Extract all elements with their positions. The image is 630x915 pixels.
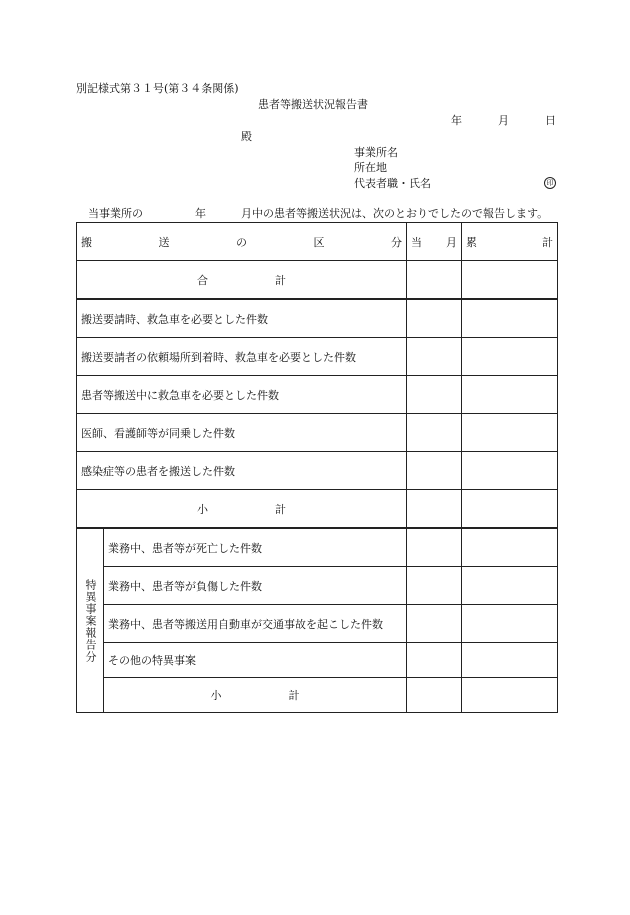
special-subtotal-cumulative-cell[interactable] — [462, 678, 558, 713]
date-year: 年 — [451, 114, 462, 127]
form-number: 別記様式第３１号(第３４条関係) — [76, 82, 239, 95]
special-cumulative-cell[interactable] — [462, 528, 558, 567]
intro-part3: 月中の患者等搬送状況は、次のとおりでしたので報告します。 — [241, 207, 549, 220]
row-label: 搬送要請時、救急車を必要とした件数 — [77, 299, 407, 338]
subtotal-row — [77, 490, 558, 529]
cumulative-cell[interactable] — [462, 299, 558, 338]
special-cumulative-cell[interactable] — [462, 605, 558, 643]
report-table — [76, 222, 558, 713]
special-month-cell[interactable] — [407, 643, 462, 678]
total-row — [77, 261, 558, 300]
month-header-char: 当 — [411, 235, 422, 249]
special-section-text: 特異事案報告分 — [84, 578, 97, 663]
row-label: 医師、看護師等が同乗した件数 — [77, 414, 407, 452]
header-row — [77, 223, 558, 261]
special-subtotal-label — [104, 678, 407, 713]
table-row — [77, 452, 558, 490]
table-row — [77, 414, 558, 452]
subtotal-cumulative-cell[interactable] — [462, 490, 558, 529]
category-header-char: 分 — [391, 235, 402, 249]
row-label: 患者等搬送中に救急車を必要とした件数 — [77, 376, 407, 414]
special-subtotal-char: 計 — [288, 689, 300, 702]
month-cell[interactable] — [407, 299, 462, 338]
month-cell[interactable] — [407, 414, 462, 452]
subtotal-label — [77, 490, 407, 529]
special-cumulative-cell[interactable] — [462, 567, 558, 605]
intro-part1: 当事業所の — [88, 207, 143, 220]
cumulative-cell[interactable] — [462, 338, 558, 376]
representative-label: 代表者職・氏名 — [354, 177, 431, 190]
cumulative-header — [462, 223, 558, 261]
month-cell[interactable] — [407, 338, 462, 376]
category-header-char: の — [236, 235, 247, 249]
table-row — [77, 338, 558, 376]
special-row — [77, 643, 558, 678]
special-row-label: 業務中、患者等が負傷した件数 — [104, 567, 407, 605]
table-row — [77, 299, 558, 338]
address-label: 所在地 — [354, 161, 387, 174]
category-header — [77, 223, 407, 261]
special-row — [77, 567, 558, 605]
special-month-cell[interactable] — [407, 567, 462, 605]
cumulative-header-char: 累 — [466, 235, 477, 249]
category-header-char: 送 — [158, 235, 170, 249]
business-name-label: 事業所名 — [354, 146, 398, 159]
row-label: 搬送要請者の依頼場所到着時、救急車を必要とした件数 — [77, 338, 407, 376]
table-row — [77, 376, 558, 414]
special-row-label: 業務中、患者等が死亡した件数 — [104, 528, 407, 567]
subtotal-month-cell[interactable] — [407, 490, 462, 529]
date-month: 月 — [498, 114, 509, 127]
addressee-suffix: 殿 — [241, 130, 252, 143]
cumulative-cell[interactable] — [462, 414, 558, 452]
special-month-cell[interactable] — [407, 605, 462, 643]
total-cumulative-cell[interactable] — [462, 261, 558, 300]
category-header-char: 搬 — [81, 235, 92, 249]
month-cell[interactable] — [407, 376, 462, 414]
month-header — [407, 223, 462, 261]
total-char: 合 — [197, 273, 208, 287]
special-subtotal-row — [77, 678, 558, 713]
special-row — [77, 528, 558, 567]
cumulative-cell[interactable] — [462, 376, 558, 414]
special-row-label: 業務中、患者等搬送用自動車が交通事故を起こした件数 — [104, 605, 407, 643]
special-cumulative-cell[interactable] — [462, 643, 558, 678]
special-section-label — [77, 528, 104, 713]
special-row — [77, 605, 558, 643]
category-header-char: 区 — [313, 235, 325, 249]
special-subtotal-month-cell[interactable] — [407, 678, 462, 713]
month-cell[interactable] — [407, 452, 462, 490]
cumulative-cell[interactable] — [462, 452, 558, 490]
form-title: 患者等搬送状況報告書 — [258, 98, 368, 111]
subtotal-char: 小 — [197, 502, 208, 516]
subtotal-char: 計 — [275, 502, 286, 516]
total-month-cell[interactable] — [407, 261, 462, 300]
date-day: 日 — [545, 114, 556, 127]
total-label — [77, 261, 407, 300]
row-label: 感染症等の患者を搬送した件数 — [77, 452, 407, 490]
special-subtotal-char: 小 — [210, 689, 222, 702]
special-month-cell[interactable] — [407, 528, 462, 567]
cumulative-header-char: 計 — [542, 235, 553, 249]
month-header-char: 月 — [446, 235, 457, 249]
total-char: 計 — [275, 273, 286, 287]
special-row-label: その他の特異事案 — [104, 643, 407, 678]
intro-year: 年 — [195, 207, 206, 220]
seal-mark: 印 — [544, 177, 556, 189]
